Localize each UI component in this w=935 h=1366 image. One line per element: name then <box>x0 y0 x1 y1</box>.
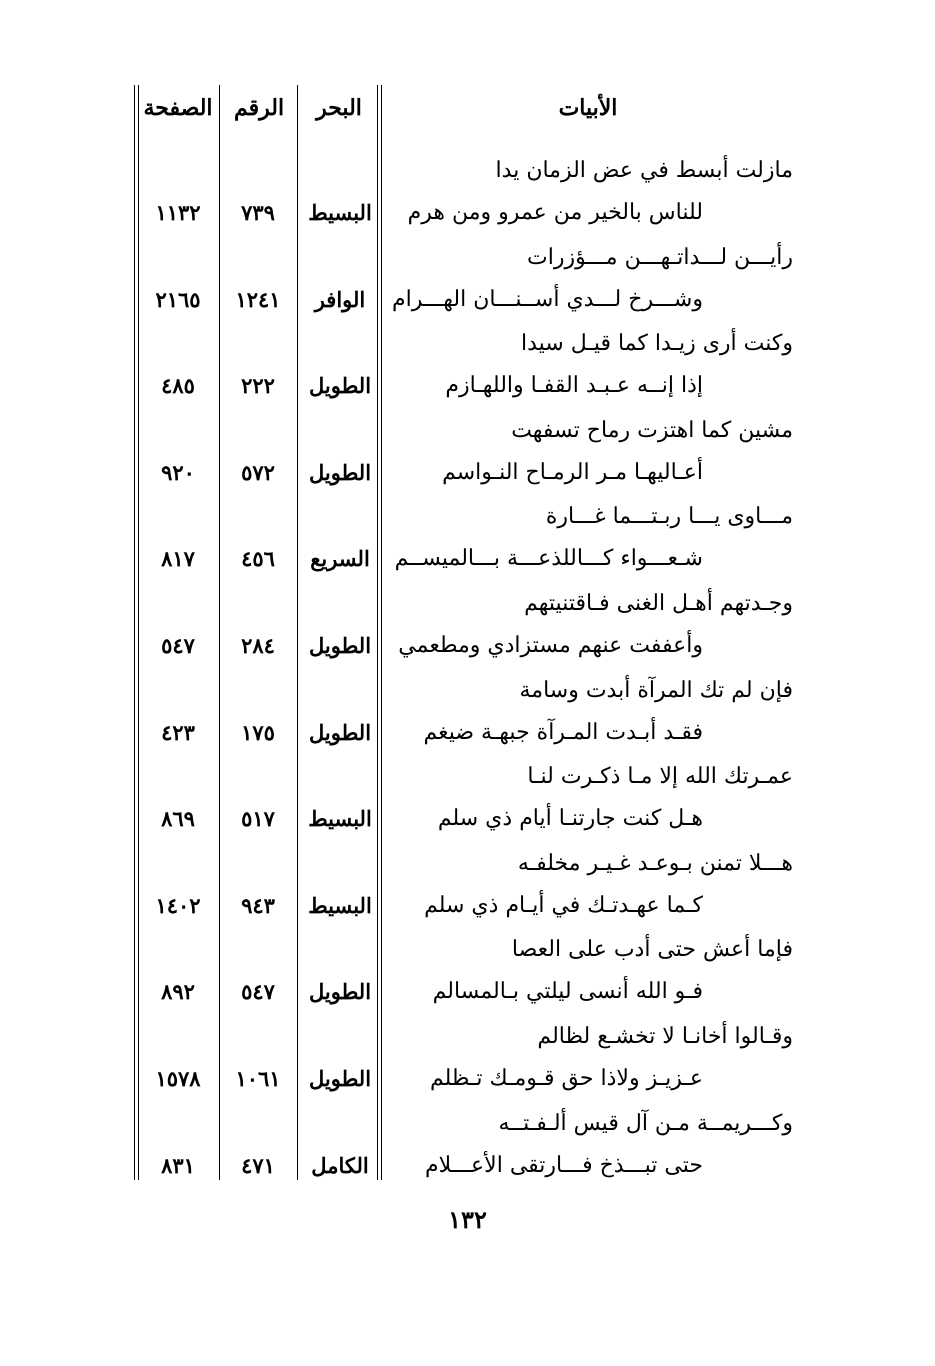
table-row <box>0 150 935 237</box>
verse-second-hemistich: حتى تبـــذخ فـــارتقى الأعـــلام <box>424 1152 703 1178</box>
table-row <box>0 1016 935 1103</box>
verse-second-hemistich: كـما عهـدتـك في أيـام ذي سلم <box>424 892 703 918</box>
verse-second-hemistich: أعـاليهـا مـر الرمـاح النـواسم <box>442 459 703 485</box>
meter-cell: الطويل <box>308 373 372 399</box>
table-row <box>0 756 935 843</box>
verse-first-hemistich: مـــاوى يـــا ربـتـــما غـــارة <box>545 504 793 530</box>
meter-cell: الطويل <box>308 632 372 658</box>
page-cell: ١٤٠٢ <box>155 892 201 918</box>
page-cell: ٤٢٣ <box>161 719 195 745</box>
number-cell: ٩٤٣ <box>241 892 275 918</box>
table-row <box>0 929 935 1016</box>
number-cell: ١٧٥ <box>241 719 275 745</box>
page-cell: ٤٨٥ <box>161 373 195 399</box>
verse-table <box>0 150 935 1189</box>
page-cell: ١٥٧٨ <box>155 1065 201 1091</box>
meter-cell: الوافر <box>314 286 366 312</box>
verse-second-hemistich: وأعففت عنهم مستزادي ومطعمي <box>398 632 703 658</box>
table-row <box>0 496 935 583</box>
table-row <box>0 1103 935 1190</box>
meter-cell: البسيط <box>308 200 372 225</box>
header-page: الصفحة <box>143 95 213 121</box>
number-cell: ٤٥٦ <box>241 546 275 572</box>
number-cell: ٥٤٧ <box>241 979 275 1005</box>
table-row <box>0 583 935 670</box>
number-cell: ٥٧٢ <box>241 459 275 485</box>
verse-second-hemistich: شـعـــواء كـــاللذعـــة بـــالميســم <box>394 546 703 572</box>
verse-first-hemistich: وجـدتهم أهـل الغنى فـاقتنيتهم <box>524 590 793 616</box>
meter-cell: الطويل <box>308 459 372 485</box>
number-cell: ٢٢٢ <box>241 373 275 399</box>
verse-first-hemistich: فإما أعش حتى أدب على العصا <box>511 937 793 963</box>
meter-cell: الطويل <box>308 1065 372 1091</box>
table-row <box>0 410 935 497</box>
verse-first-hemistich: هـــلا تمنن بـوعـد غـيـر مخلفـه <box>517 850 793 876</box>
meter-cell: البسيط <box>308 892 372 918</box>
verse-second-hemistich: للناس بالخير من عمرو ومن هرم <box>407 200 703 225</box>
verse-first-hemistich: وقـالوا أخانـا لا تخشـع لظالم <box>537 1023 793 1049</box>
table-row <box>0 323 935 410</box>
verse-first-hemistich: وكـــريمــة مـن آل قيس ألـفـتــه <box>498 1110 793 1136</box>
number-cell: ٥١٧ <box>241 806 275 832</box>
page-cell: ٥٤٧ <box>161 632 195 658</box>
header-number: الرقم <box>233 95 285 121</box>
meter-cell: الطويل <box>308 719 372 745</box>
verse-first-hemistich: رأيـــن لـــداتـهـــن مـــؤزرات <box>527 244 793 270</box>
verse-second-hemistich: عـزيـز ولاذا حق قـومـك تـظلم <box>429 1065 703 1091</box>
page-number: ١٣٢ <box>448 1205 487 1234</box>
verse-second-hemistich: فـو الله أنسى ليلتي بـالمسالم <box>432 979 703 1005</box>
number-cell: ٤٧١ <box>241 1152 275 1178</box>
meter-cell: السريع <box>310 546 370 572</box>
verse-first-hemistich: وكنت أرى زيـدا كما قيـل سيدا <box>520 331 793 357</box>
page-cell: ٨١٧ <box>161 546 195 572</box>
number-cell: ١٢٤١ <box>235 286 281 312</box>
table-row <box>0 670 935 757</box>
page-cell: ٩٢٠ <box>161 459 195 485</box>
page-cell: ٢١٦٥ <box>155 286 201 312</box>
verse-second-hemistich: وشـــرخ لـــدي أســنـــان الهـــرام <box>392 286 703 312</box>
page-cell: ٨٣١ <box>161 1152 195 1178</box>
table-row <box>0 237 935 324</box>
header-meter: البحر <box>316 95 362 121</box>
number-cell: ١٠٦١ <box>235 1065 281 1091</box>
verse-first-hemistich: مازلت أبسط في عض الزمان يدا <box>495 158 793 183</box>
page-cell: ٨٩٢ <box>161 979 195 1005</box>
verse-first-hemistich: مشين كما اهتزت رماح تسفهت <box>511 417 793 443</box>
number-cell: ٢٨٤ <box>241 632 275 658</box>
meter-cell: الكامل <box>311 1152 369 1178</box>
verse-second-hemistich: إذا إنــه عـبـد القفـا واللهـازم <box>445 373 703 399</box>
header-verses: الأبيات <box>558 95 618 121</box>
verse-first-hemistich: عمـرتك الله إلا مـا ذكـرت لنـا <box>527 764 793 790</box>
page-cell: ٨٦٩ <box>161 806 195 832</box>
verse-second-hemistich: فقـد أبـدت المـرآة جبهـة ضيغم <box>423 719 703 745</box>
page-cell: ١١٣٢ <box>155 200 201 225</box>
meter-cell: البسيط <box>308 806 372 832</box>
number-cell: ٧٣٩ <box>241 200 275 225</box>
verse-second-hemistich: هـل كنت جارتنـا أيام ذي سلم <box>437 806 703 832</box>
meter-cell: الطويل <box>308 979 372 1005</box>
verse-first-hemistich: فإن لم تك المرآة أبدت وسامة <box>519 677 793 703</box>
table-row <box>0 843 935 930</box>
